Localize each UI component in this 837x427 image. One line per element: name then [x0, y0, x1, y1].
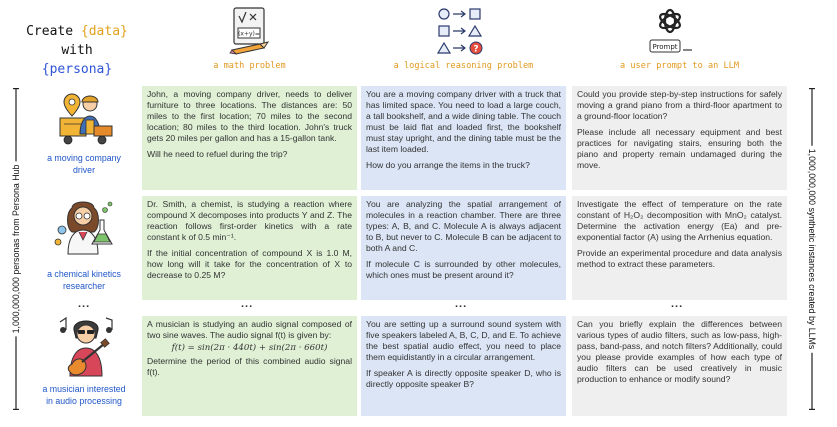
persona-label-line1: a musician interested	[42, 384, 126, 394]
title-text-with: with	[61, 43, 93, 58]
title-placeholder-data: {data}	[80, 24, 128, 39]
logic-shapes-icon	[436, 6, 494, 58]
cell-paragraph: You are setting up a surround sound system with five speakers labeled A, B, C, D, and E. To achieve the best spatial audio effect, you need to place them equidistantly in a circular arrangement.	[366, 319, 561, 362]
persona-chemical-researcher	[34, 268, 134, 292]
left-axis	[8, 88, 24, 410]
cell-paragraph: Investigate the effect of temperature on the rate constant of H₂O₂ decomposition with MnO₂ catalyst. Determine the activation energy (Ea) and pre-exponential factor (A) using the Arrhenius equation.	[577, 199, 782, 242]
right-axis	[800, 88, 824, 410]
cell-paragraph: You are a moving company driver with a truck that has limited space. You need to load a large couch, a tall bookshelf, and a wide dining table. The couch must be laid flat and loaded first, the bookshelf must stay upright, and the dining table must be the last item loaded.	[366, 89, 561, 154]
persona-label-line1: a chemical kinetics	[47, 269, 121, 279]
cell-paragraph: Dr. Smith, a chemist, is studying a reaction where compound X decomposes into products Y and Z. The reaction follows first-order kinetics with a rate constant k of 0.5 min⁻¹.	[147, 199, 352, 242]
truck-driver-icon	[56, 90, 116, 148]
persona-label-line2: driver	[73, 165, 95, 175]
cell-row1-math	[142, 86, 357, 190]
cell-row2-math	[142, 196, 357, 300]
cell-paragraph: Please include all necessary equipment and best practices for navigating stairs, ensuring both the piano and property remain undamaged during the move.	[577, 127, 782, 170]
cell-question: If the initial concentration of compound X is 1.0 M, how long will it take for the concentration of X to decrease to 0.25 M?	[147, 248, 352, 280]
cell-question: Determine the period of this combined audio signal f(t).	[147, 356, 352, 377]
ellipsis-logic: ...	[455, 298, 468, 310]
left-axis-label: 1,000,000,000 personas from Persona Hub	[11, 162, 21, 337]
cell-question: If speaker A is directly opposite speaker D, who is directly opposite speaker B?	[366, 368, 561, 389]
prompt-box-label: Prompt	[652, 43, 678, 51]
cell-question: Will he need to refuel during the trip?	[147, 149, 288, 159]
cell-row3-math	[142, 316, 357, 416]
audio-signal-formula: f(t) = sin(2π · 440t) + sin(2π · 660t)	[171, 343, 328, 353]
cell-row3-logic	[361, 316, 566, 416]
title-line-1	[12, 22, 142, 60]
openai-logo-icon	[642, 6, 698, 56]
cell-paragraph: Can you briefly explain the differences between various types of audio filters, such as low-pass, high-pass, band-pass, and notch filters? Additionally, could you please provide examples of how each type of audio filters can be used creatively in music production to enhance or modify sound?	[577, 319, 782, 384]
persona-musician	[34, 383, 134, 407]
persona-moving-driver	[34, 152, 134, 176]
cell-row1-prompt	[572, 86, 787, 190]
cell-question: If molecule C is surrounded by other molecules, which ones must be present around it?	[366, 259, 561, 280]
math-icon-formula-text: (x+y)=	[238, 30, 260, 38]
math-worksheet-icon	[228, 4, 274, 56]
column-header-logic: a logical reasoning problem	[393, 61, 534, 71]
ellipsis-math: ...	[241, 298, 254, 310]
cell-row1-logic	[361, 86, 566, 190]
cell-paragraph: A musician is studying an audio signal composed of two sine waves. The audio signal f(t) is given by:	[147, 319, 352, 340]
cell-row2-prompt	[572, 196, 787, 300]
chemist-researcher-icon	[50, 198, 120, 262]
cell-row2-logic	[361, 196, 566, 300]
right-axis-label: 1,000,000,000 synthetic instances created by LLMs	[807, 146, 817, 353]
title-text-create: Create	[26, 24, 81, 39]
persona-label-line2: in audio processing	[46, 396, 122, 406]
ellipsis-prompt: ...	[671, 298, 684, 310]
cell-row3-prompt	[572, 316, 787, 416]
persona-label-line1: a moving company	[47, 153, 121, 163]
persona-label-line2: researcher	[62, 281, 106, 291]
cell-paragraph: John, a moving company driver, needs to deliver furniture to three locations. The distances are: 50 miles to the first location; 70 miles to the second location; 80 miles to the third location. John's truck gets 20 miles per gallon and has a 15-gallon tank.	[147, 89, 352, 143]
musician-guitar-icon	[54, 314, 118, 378]
column-header-math: a math problem	[213, 61, 286, 71]
cell-paragraph: You are analyzing the spatial arrangement of molecules in a reaction chamber. There are three types: A, B, and C. Molecule A is always adjacent to B, but never to C. Molecule B can be adjacent to both A and C.	[366, 199, 561, 253]
cell-paragraph: Provide an experimental procedure and data analysis method to extract these parameters.	[577, 248, 782, 269]
cell-question: How do you arrange the items in the truck?	[366, 160, 530, 170]
column-header-prompt: a user prompt to an LLM	[620, 61, 739, 71]
logic-icon-question-mark: ?	[473, 44, 479, 55]
cell-paragraph: Could you provide step-by-step instructions for safely moving a grand piano from a third-floor apartment to a ground-floor location?	[577, 89, 782, 121]
diagram-title	[12, 22, 142, 79]
title-placeholder-persona: {persona}	[41, 62, 113, 77]
ellipsis-persona: ...	[78, 298, 91, 310]
